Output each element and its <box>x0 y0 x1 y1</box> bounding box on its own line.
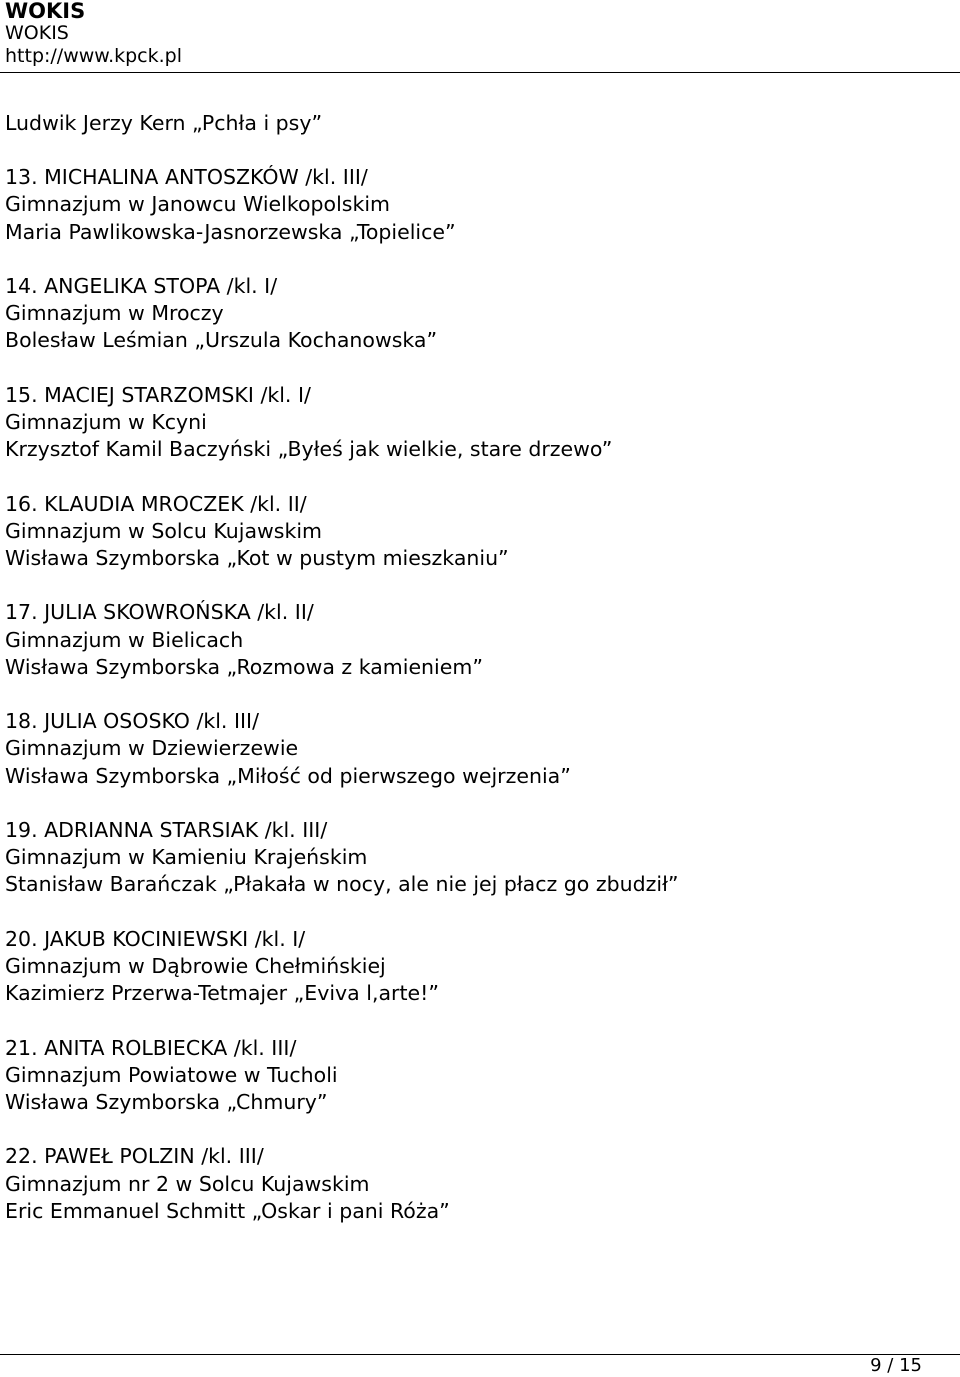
school-line: Gimnazjum w Janowcu Wielkopolskim <box>5 192 390 217</box>
list-item <box>5 817 955 899</box>
list-item <box>5 273 955 355</box>
site-url[interactable]: http://www.kpck.pl <box>5 45 183 67</box>
school-line: Gimnazjum w Solcu Kujawskim <box>5 518 323 543</box>
list-item <box>5 1035 955 1117</box>
work-line: Wisława Szymborska „Chmury” <box>5 1089 328 1114</box>
site-title: WOKIS <box>5 0 86 23</box>
participant-line: 13. MICHALINA ANTOSZKÓW /kl. III/ <box>5 165 368 190</box>
page-number: 9 / 15 <box>870 1355 922 1376</box>
list-item <box>5 708 955 790</box>
list-item <box>5 599 955 681</box>
participant-line: 19. ADRIANNA STARSIAK /kl. III/ <box>5 817 328 842</box>
participant-line: 15. MACIEJ STARZOMSKI /kl. I/ <box>5 382 311 407</box>
school-line: Gimnazjum w Kcyni <box>5 410 207 434</box>
participant-line: 18. JULIA OSOSKO /kl. III/ <box>5 709 259 734</box>
work-line: Krzysztof Kamil Baczyński „Byłeś jak wielkie, stare drzewo” <box>5 437 613 462</box>
header-divider <box>0 72 960 73</box>
work-line: Wisława Szymborska „Miłość od pierwszego wejrzenia” <box>5 763 571 788</box>
participant-line: 20. JAKUB KOCINIEWSKI /kl. I/ <box>5 926 306 951</box>
work-line: Bolesław Leśmian „Urszula Kochanowska” <box>5 328 438 353</box>
entries-list <box>5 110 955 1252</box>
school-line: Gimnazjum w Kamieniu Krajeńskim <box>5 845 368 870</box>
list-item <box>5 491 955 573</box>
school-line: Gimnazjum nr 2 w Solcu Kujawskim <box>5 1171 370 1196</box>
participant-line: 22. PAWEŁ POLZIN /kl. III/ <box>5 1144 264 1169</box>
school-line: Gimnazjum Powiatowe w Tucholi <box>5 1062 338 1087</box>
site-subtitle: WOKIS <box>5 22 69 44</box>
work-line: Stanisław Barańczak „Płakała w nocy, ale nie jej płacz go zbudził” <box>5 872 679 897</box>
school-line: Gimnazjum w Bielicach <box>5 627 244 652</box>
list-item <box>5 382 955 464</box>
school-line: Gimnazjum w Dziewierzewie <box>5 736 299 761</box>
intro-line: Ludwik Jerzy Kern „Pchła i psy” <box>5 111 323 135</box>
work-line: Eric Emmanuel Schmitt „Oskar i pani Róża” <box>5 1198 450 1223</box>
participant-line: 17. JULIA SKOWROŃSKA /kl. II/ <box>5 600 314 625</box>
work-line: Maria Pawlikowska-Jasnorzewska „Topielice” <box>5 219 456 244</box>
work-line: Wisława Szymborska „Rozmowa z kamieniem” <box>5 654 483 679</box>
participant-line: 21. ANITA ROLBIECKA /kl. III/ <box>5 1035 297 1060</box>
list-item <box>5 164 955 246</box>
page-header <box>5 0 960 68</box>
school-line: Gimnazjum w Mroczy <box>5 301 224 326</box>
list-item <box>5 926 955 1008</box>
participant-line: 16. KLAUDIA MROCZEK /kl. II/ <box>5 491 307 516</box>
work-line: Kazimierz Przerwa-Tetmajer „Eviva l,arte!” <box>5 981 439 1006</box>
school-line: Gimnazjum w Dąbrowie Chełmińskiej <box>5 953 386 978</box>
footer-divider <box>0 1354 960 1355</box>
work-line: Wisława Szymborska „Kot w pustym mieszkaniu” <box>5 546 509 570</box>
participant-line: 14. ANGELIKA STOPA /kl. I/ <box>5 274 278 298</box>
list-item <box>5 1143 955 1225</box>
